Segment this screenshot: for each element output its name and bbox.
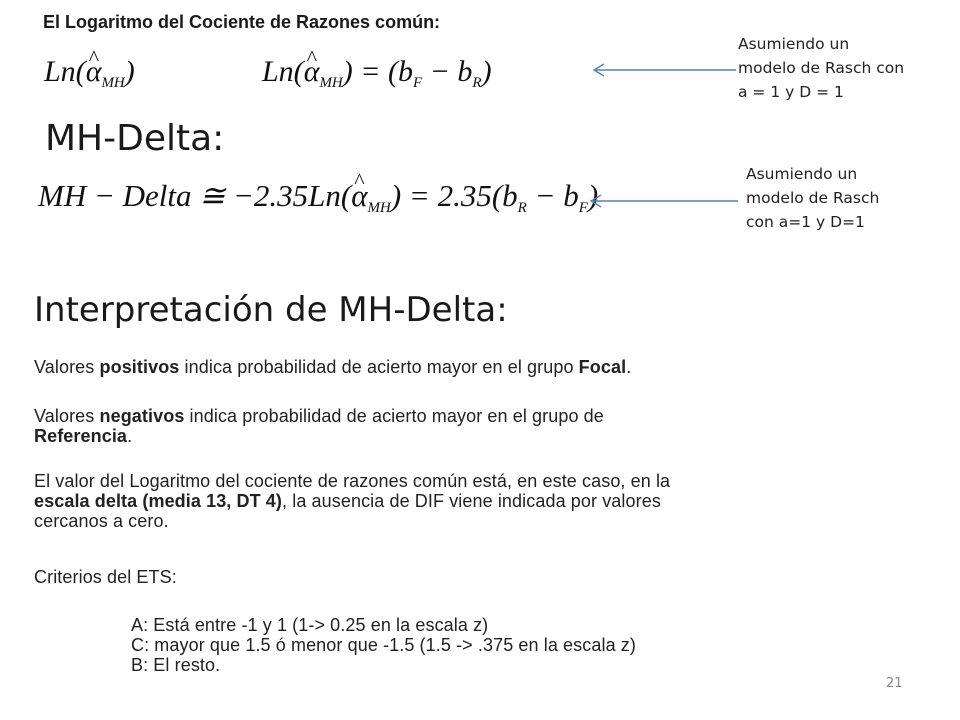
section1-title: El Logaritmo del Cociente de Razones común: bbox=[43, 12, 441, 32]
line: cercanos a cero. bbox=[34, 511, 169, 531]
note-line: Asumiendo un bbox=[738, 35, 850, 53]
line bbox=[34, 491, 959, 511]
note-line: con a=1 y D=1 bbox=[746, 213, 865, 231]
text: Valores bbox=[34, 406, 100, 426]
arrow-1 bbox=[588, 60, 738, 80]
line bbox=[34, 406, 954, 426]
criteria-list bbox=[131, 615, 931, 675]
note-rasch-1 bbox=[738, 32, 953, 104]
criterion-b: B: El resto. bbox=[131, 655, 221, 675]
arrow-2 bbox=[585, 191, 740, 211]
interpretation-heading: Interpretación de MH-Delta: bbox=[34, 290, 508, 330]
bold-text: negativos bbox=[99, 406, 185, 426]
text: Valores bbox=[34, 357, 100, 377]
note-line: modelo de Rasch con bbox=[738, 59, 905, 77]
note-line: Asumiendo un bbox=[746, 165, 858, 183]
paragraph-positive bbox=[34, 357, 954, 377]
note-line: modelo de Rasch bbox=[746, 189, 880, 207]
mh-delta-heading: MH-Delta: bbox=[45, 118, 225, 159]
bold-text: escala delta (media 13, DT 4) bbox=[34, 491, 283, 511]
bold-text: positivos bbox=[99, 357, 180, 377]
criteria-title: Criterios del ETS: bbox=[34, 567, 177, 587]
formula-ln-alpha: Ln(^ $\alpha_{MH}$) bbox=[44, 55, 135, 92]
paragraph-delta-scale bbox=[34, 471, 959, 531]
text: indica probabilidad de acierto mayor en el grupo de bbox=[184, 406, 604, 426]
formula-ln-alpha-equals: Ln(^ $\alpha_{MH}) = (b_F - b_R)$ bbox=[262, 55, 492, 92]
note-rasch-2 bbox=[746, 162, 951, 234]
page-number: 21 bbox=[886, 676, 903, 691]
bold-text: Referencia bbox=[34, 426, 128, 446]
paragraph-negative bbox=[34, 406, 954, 446]
line: El valor del Logaritmo del cociente de razones común está, en este caso, en la bbox=[34, 471, 671, 491]
text: indica probabilidad de acierto mayor en el grupo bbox=[179, 357, 579, 377]
bold-text: Focal bbox=[578, 357, 627, 377]
criterion-c: C: mayor que 1.5 ó menor que -1.5 (1.5 -> .375 en la escala z) bbox=[131, 635, 636, 655]
criterion-a: A: Está entre -1 y 1 (1-> 0.25 en la escala z) bbox=[131, 615, 489, 635]
text: , la ausencia de DIF viene indicada por valores bbox=[282, 491, 661, 511]
formula-mh-delta: MH − Delta ≅ −2.35Ln(^ $\alpha_{MH}) = 2.35(b_R - b_F)$ bbox=[38, 178, 598, 217]
note-line: a = 1 y D = 1 bbox=[738, 83, 844, 101]
text: . bbox=[127, 426, 133, 446]
text: . bbox=[626, 357, 632, 377]
line bbox=[34, 426, 954, 446]
